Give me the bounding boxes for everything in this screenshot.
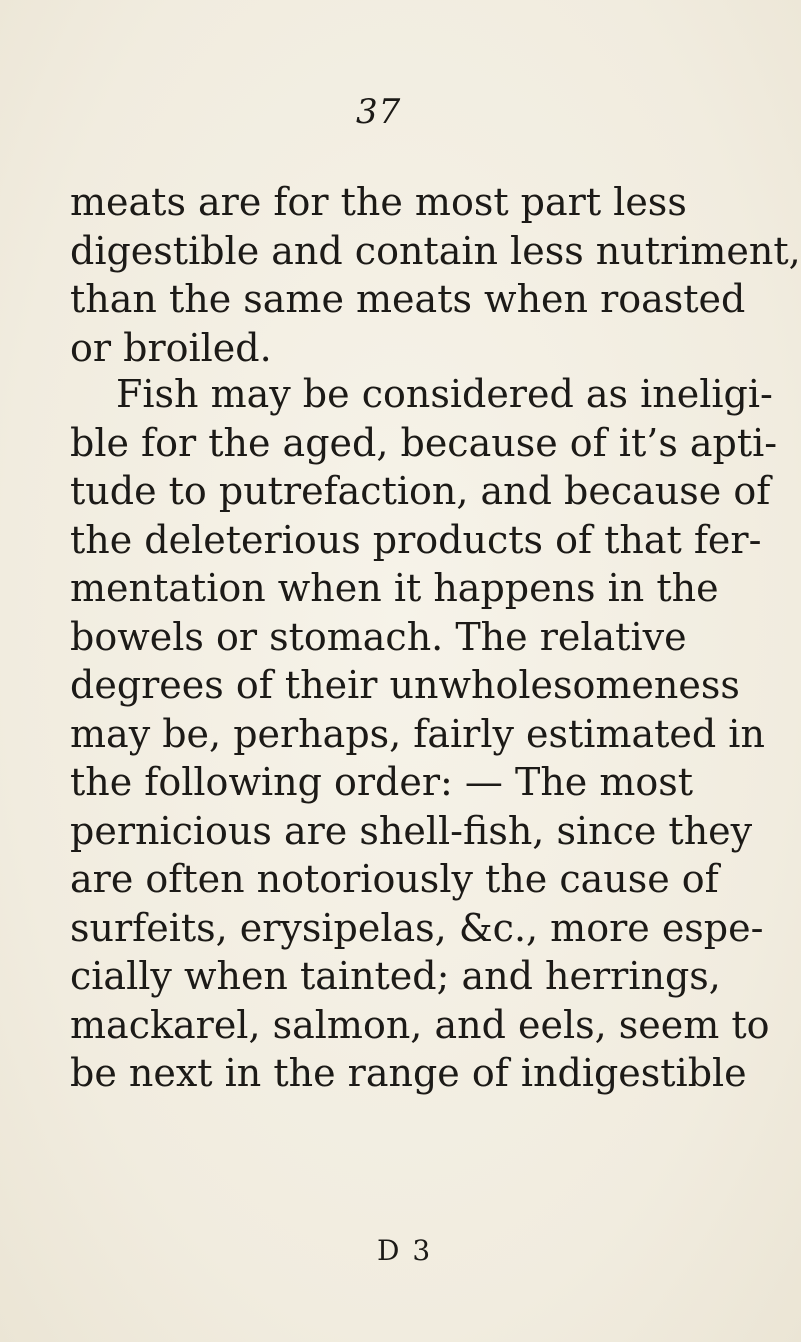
text-line: tude to putrefaction, and because of bbox=[70, 469, 771, 513]
text-line: bowels or stomach. The relative bbox=[70, 614, 687, 659]
page-number: 37 bbox=[356, 92, 402, 132]
text-line: meats are for the most part less bbox=[70, 180, 687, 224]
paragraph-1 bbox=[70, 178, 801, 372]
text-line: degrees of their unwholesomeness bbox=[70, 663, 740, 707]
text-line: mentation when it happens in the bbox=[70, 566, 719, 610]
text-line: pernicious are shell-fish, since they bbox=[70, 808, 753, 853]
signature-mark: D 3 bbox=[377, 1234, 433, 1267]
text-line: ble for the aged, because of it’s apti- bbox=[70, 420, 778, 465]
text-line: be next in the range of indigestible bbox=[70, 1051, 747, 1095]
text-line: cially when tainted; and herrings, bbox=[70, 954, 721, 998]
text-line: may be, perhaps, fairly estimated in bbox=[70, 711, 765, 756]
paragraph-2 bbox=[70, 370, 778, 1098]
text-line: or broiled. bbox=[70, 325, 272, 370]
text-line: the following order: — The most bbox=[70, 760, 694, 804]
text-line: are often notoriously the cause of bbox=[70, 857, 719, 901]
text-line: than the same meats when roasted bbox=[70, 277, 746, 321]
text-line: Fish may be considered as ineligi- bbox=[116, 372, 773, 416]
text-line: surfeits, erysipelas, &c., more espe- bbox=[70, 905, 764, 950]
text-line: digestible and contain less nutriment, bbox=[70, 228, 801, 273]
text-line: the deleterious products of that fer- bbox=[70, 517, 762, 562]
text-line: mackarel, salmon, and eels, seem to bbox=[70, 1002, 770, 1047]
